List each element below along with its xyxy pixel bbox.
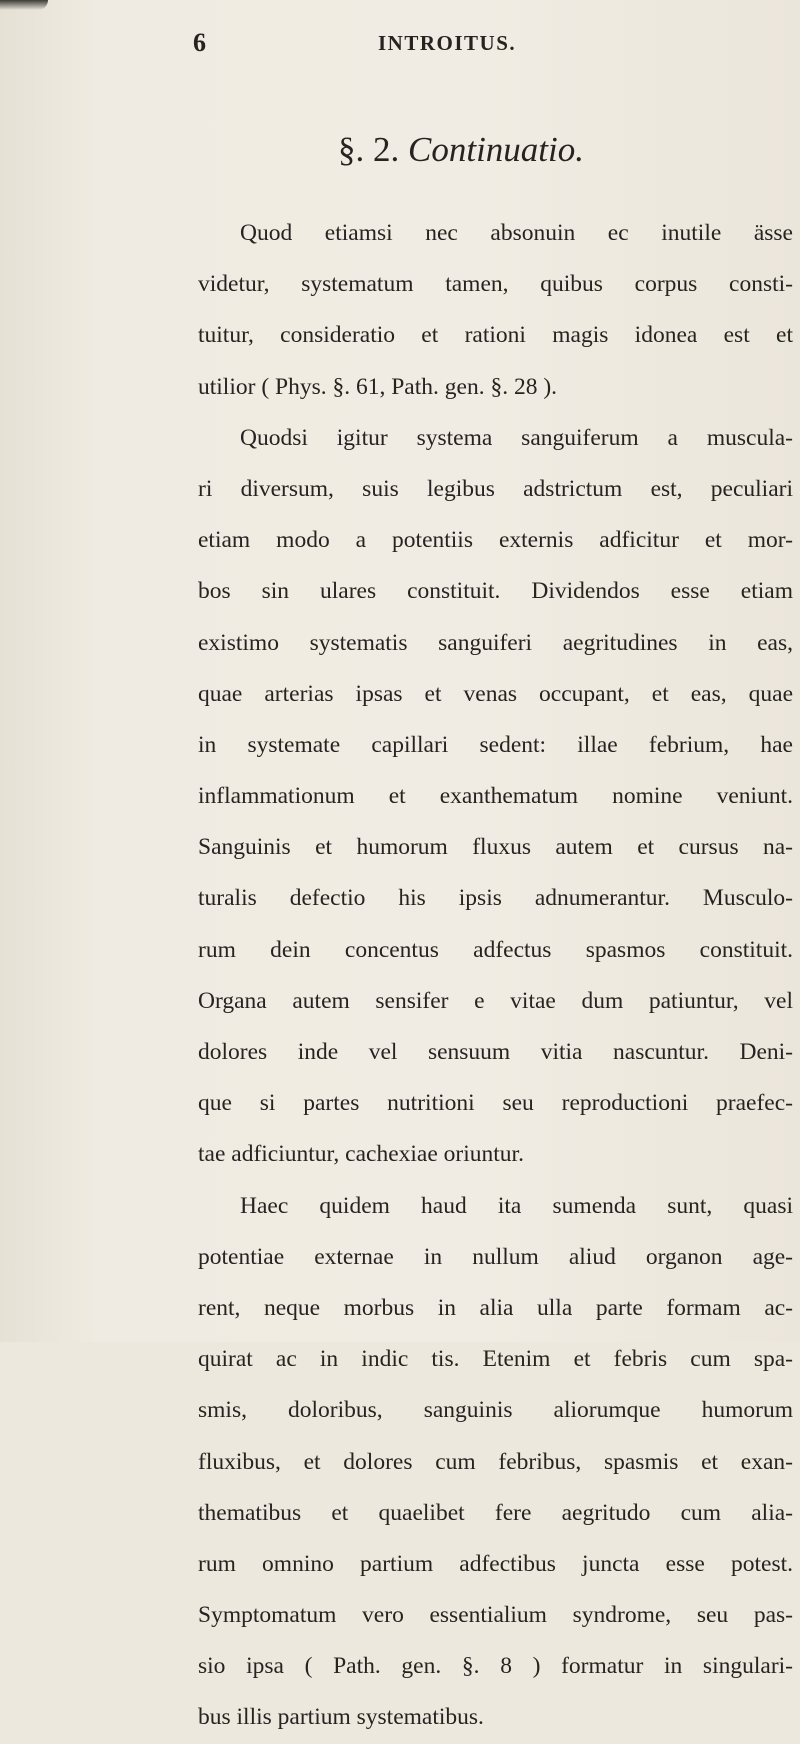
text-line: sio ipsa ( Path. gen. §. 8 ) formatur in singulari- xyxy=(198,1653,793,1680)
text-line: videtur, systematum tamen, quibus corpus consti- xyxy=(198,271,793,298)
section-title: Continuatio. xyxy=(408,130,584,169)
text-line: tuitur, consideratio et rationi magis idonea est et xyxy=(198,322,793,349)
text-line: tae adficiuntur, cachexiae oriuntur. xyxy=(198,1141,524,1168)
text-line: quae arterias ipsas et venas occupant, et eas, quae xyxy=(198,680,793,707)
text-line: etiam modo a potentiis externis adficitur et mor- xyxy=(198,527,793,554)
section-number: §. 2. xyxy=(338,130,400,169)
text-line: utilior ( Phys. §. 61, Path. gen. §. 28 ). xyxy=(198,373,558,400)
text-line: rum dein concentus adfectus spasmos constituit. xyxy=(198,936,793,963)
text-line: thematibus et quaelibet fere aegritudo cum alia- xyxy=(198,1499,793,1526)
text-line: quirat ac in indic tis. Etenim et febris cum spa- xyxy=(198,1346,793,1373)
text-line: existimo systematis sanguiferi aegritudines in eas, xyxy=(198,629,793,656)
running-head: INTROITUS. xyxy=(378,31,517,55)
text-line: potentiae externae in nullum aliud organon age- xyxy=(198,1243,793,1270)
text-line: turalis defectio his ipsis adnumerantur. Musculo- xyxy=(198,885,793,912)
text-line: bus illis partium systematibus. xyxy=(198,1704,484,1731)
page-number: 6 xyxy=(193,28,207,57)
text-line: Quodsi igitur systema sanguiferum a muscula- xyxy=(240,424,793,451)
text-line: smis, doloribus, sanguinis aliorumque humorum xyxy=(198,1397,793,1424)
text-line: in systemate capillari sedent: illae febrium, hae xyxy=(198,731,793,758)
text-line: Sanguinis et humorum fluxus autem et cursus na- xyxy=(198,834,793,861)
text-line: Quod etiamsi nec absonuin ec inutile ässe xyxy=(240,220,793,246)
text-line: Haec quidem haud ita sumenda sunt, quasi xyxy=(240,1192,793,1219)
page-header xyxy=(0,28,800,62)
section-heading xyxy=(338,130,584,170)
text-line: Symptomatum vero essentialium syndrome, seu pas- xyxy=(198,1602,793,1629)
body-text xyxy=(198,208,793,1744)
text-line: dolores inde vel sensuum vitia nascuntur. Deni- xyxy=(198,1039,793,1065)
text-line: fluxibus, et dolores cum febribus, spasmis et exan- xyxy=(198,1448,793,1475)
text-line: rent, neque morbus in alia ulla parte formam ac- xyxy=(198,1294,793,1321)
page-edge-shadow xyxy=(0,0,48,10)
text-line: bos sin ulares constituit. Dividendos esse etiam xyxy=(198,578,793,605)
text-line: inflammationum et exanthematum nomine veniunt. xyxy=(198,783,793,810)
text-line: que si partes nutritioni seu reproductioni praefec- xyxy=(198,1090,793,1117)
text-line: ri diversum, suis legibus adstrictum est, peculiari xyxy=(198,475,793,502)
text-line: Organa autem sensifer e vitae dum patiuntur, vel xyxy=(198,987,793,1014)
text-line: rum omnino partium adfectibus juncta esse potest. xyxy=(198,1550,793,1577)
